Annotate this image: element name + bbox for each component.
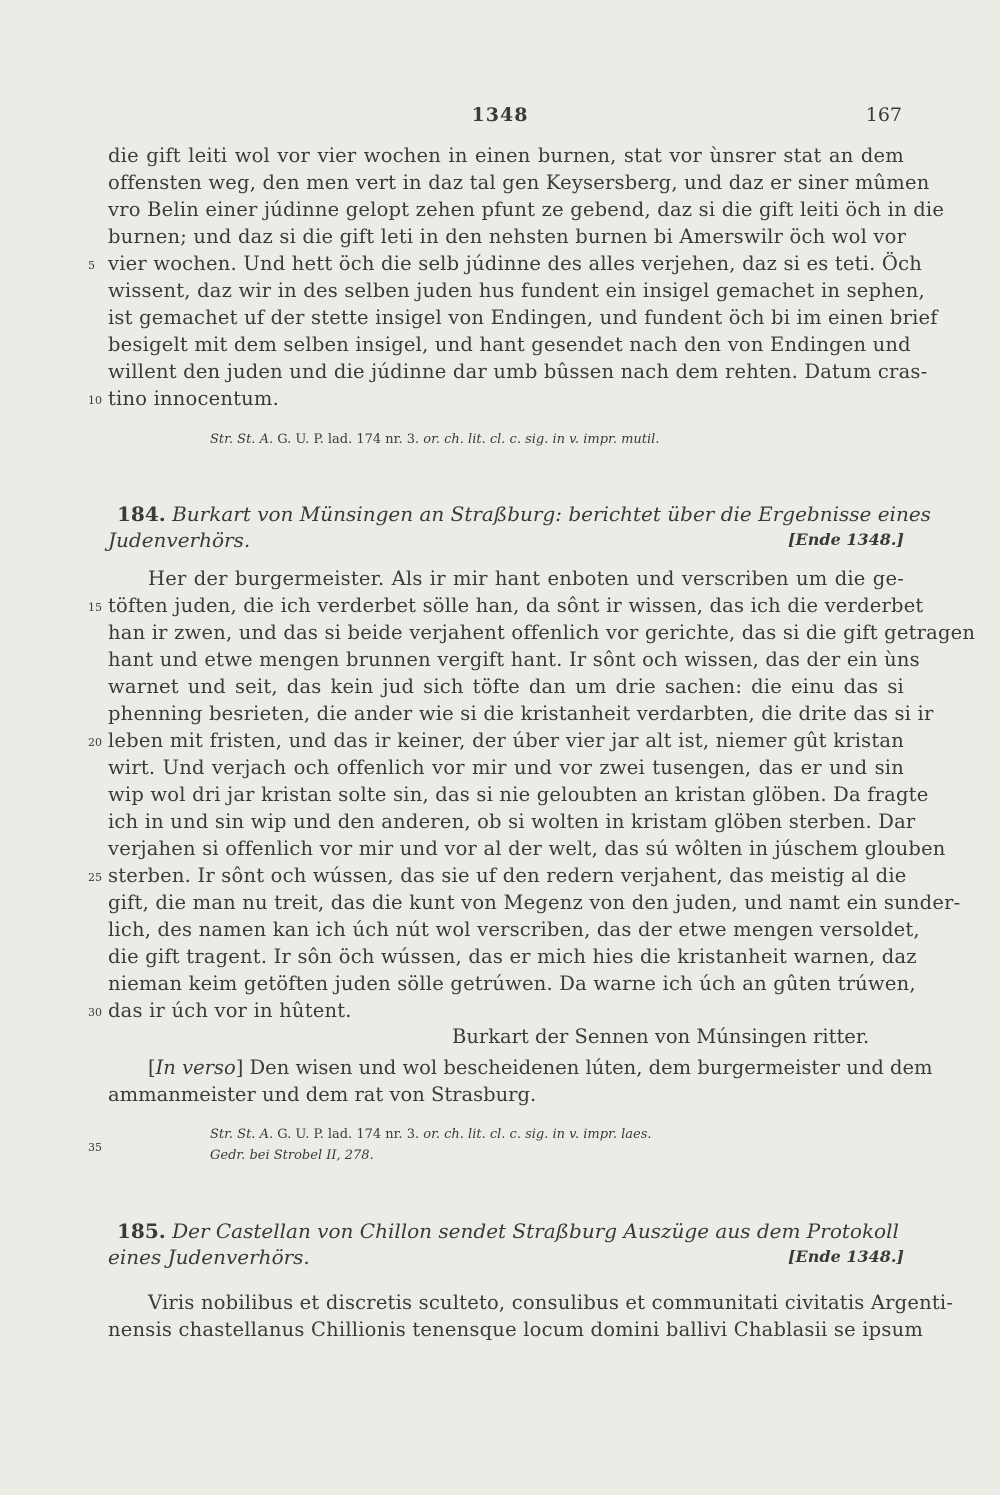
source-archive: Str. St. A.	[210, 1127, 274, 1142]
text-line: wissent, daz wir in des selben juden hus fundent ein insigel gemachet in sephen,	[108, 279, 925, 302]
text-line: sterben. Ir sônt och wússen, das sie uf den redern verjahent, das meistig al die	[108, 864, 907, 887]
line-number: 20	[88, 736, 102, 749]
source-shelfmark: G. U. P. lad. 174 nr. 3.	[277, 432, 420, 447]
source-archive: Str. St. A.	[210, 432, 274, 447]
document-number: 185.	[117, 1219, 166, 1243]
text-line: wip wol dri jar kristan solte sin, das si nie geloubten an kristan glöben. Da fragte	[108, 783, 929, 806]
text-line: gift, die man nu treit, das die kunt von Megenz von den juden, und namt ein sunder-	[108, 891, 961, 914]
text-line: warnet und seit, das kein jud sich töfte dan um drie sachen: die einu das si	[108, 675, 904, 698]
document-title-continued: eines Judenverhörs.	[108, 1245, 310, 1269]
document-title: Der Castellan von Chillon sendet Straßburg Auszüge aus dem Protokoll	[172, 1219, 899, 1243]
line-number: 25	[88, 871, 102, 884]
page-header-year: 1348	[471, 104, 529, 126]
source-description: or. ch. lit. cl. c. sig. in v. impr. laes.	[423, 1127, 652, 1142]
verso-address: [In verso] Den wisen und wol bescheidenen lúten, dem burgermeister und dem	[148, 1056, 933, 1079]
document-number: 184.	[117, 502, 166, 526]
text-line: Her der burgermeister. Als ir mir hant enboten und verscriben um die ge-	[148, 567, 904, 590]
text-line: hant und etwe mengen brunnen vergift hant. Ir sônt och wissen, das der ein ùns	[108, 648, 920, 671]
text-line: das ir úch vor in hûtent.	[108, 999, 352, 1022]
verso-label: In verso	[155, 1056, 236, 1079]
verso-address-continued: ammanmeister und dem rat von Strasburg.	[108, 1083, 537, 1106]
document-heading-185	[117, 1218, 904, 1244]
text-line: vier wochen. Und hett öch die selb júdinne des alles verjehen, daz si es teti. Öch	[108, 252, 922, 275]
text-line: phenning besrieten, die ander wie si die kristanheit verdarbten, die drite das si ir	[108, 702, 934, 725]
text-line: wirt. Und verjach och offenlich vor mir und vor zwei tusengen, das er und sin	[108, 756, 904, 779]
document-date: [Ende 1348.]	[787, 530, 904, 549]
text-line: lich, des namen kan ich úch nút wol verscriben, das der etwe mengen versoldet,	[108, 918, 920, 941]
text-line: vro Belin einer júdinne gelopt zehen pfunt ze gebend, daz si die gift leiti öch in die	[108, 198, 945, 221]
text-line: burnen; und daz si die gift leti in den nehsten burnen bi Amerswilr öch wol vor	[108, 225, 907, 248]
text-line: die gift tragent. Ir sôn öch wússen, das er mich hies die kristanheit warnen, daz	[108, 945, 917, 968]
text-line: leben mit fristen, und das ir keiner, der úber vier jar alt ist, niemer gût kristan	[108, 729, 904, 752]
line-number: 30	[88, 1006, 102, 1019]
page-number: 167	[865, 104, 902, 126]
source-citation	[210, 432, 659, 447]
line-number: 10	[88, 394, 102, 407]
verso-text: Den wisen und wol bescheidenen lúten, dem burgermeister und dem	[249, 1056, 933, 1079]
document-title: Burkart von Münsingen an Straßburg: berichtet über die Ergebnisse eines	[172, 502, 931, 526]
text-line: ich in und sin wip und den anderen, ob si wolten in kristam glöben sterben. Dar	[108, 810, 916, 833]
line-number: 35	[88, 1141, 102, 1154]
text-line: verjahen si offenlich vor mir und vor al der welt, das sú wôlten in júschem glouben	[108, 837, 946, 860]
document-date: [Ende 1348.]	[787, 1247, 904, 1266]
signature: Burkart der Sennen von Múnsingen ritter.	[452, 1025, 870, 1048]
document-title-continued: Judenverhörs.	[108, 528, 251, 552]
text-line: han ir zwen, und das si beide verjahent offenlich vor gerichte, das si die gift getragen	[108, 621, 976, 644]
text-line: willent den juden und die júdinne dar umb bûssen nach dem rehten. Datum cras-	[108, 360, 928, 383]
printed-edition: Gedr. bei Strobel II, 278.	[210, 1148, 374, 1163]
text-line: Viris nobilibus et discretis sculteto, consulibus et communitati civitatis Argenti-	[148, 1291, 954, 1314]
text-line: besigelt mit dem selben insigel, und hant gesendet nach den von Endingen und	[108, 333, 911, 356]
line-number: 15	[88, 601, 102, 614]
text-line: offensten weg, den men vert in daz tal gen Keysersberg, und daz er siner mûmen	[108, 171, 930, 194]
text-line: nieman keim getöften juden sölle getrúwen. Da warne ich úch an gûten trúwen,	[108, 972, 916, 995]
document-heading-184	[117, 501, 931, 527]
source-description: or. ch. lit. cl. c. sig. in v. impr. mutil.	[423, 432, 660, 447]
source-citation	[210, 1127, 652, 1142]
text-line: nensis chastellanus Chillionis tenensque locum domini ballivi Chablasii se ipsum	[108, 1318, 924, 1341]
text-line: tino innocentum.	[108, 387, 279, 410]
text-line: ist gemachet uf der stette insigel von Endingen, und fundent öch bi im einen brief	[108, 306, 938, 329]
source-shelfmark: G. U. P. lad. 174 nr. 3.	[277, 1127, 420, 1142]
line-number: 5	[88, 259, 95, 272]
text-line: die gift leiti wol vor vier wochen in einen burnen, stat vor ùnsrer stat an dem	[108, 144, 904, 167]
text-line: töften juden, die ich verderbet sölle han, da sônt ir wissen, das ich die verderbet	[108, 594, 924, 617]
